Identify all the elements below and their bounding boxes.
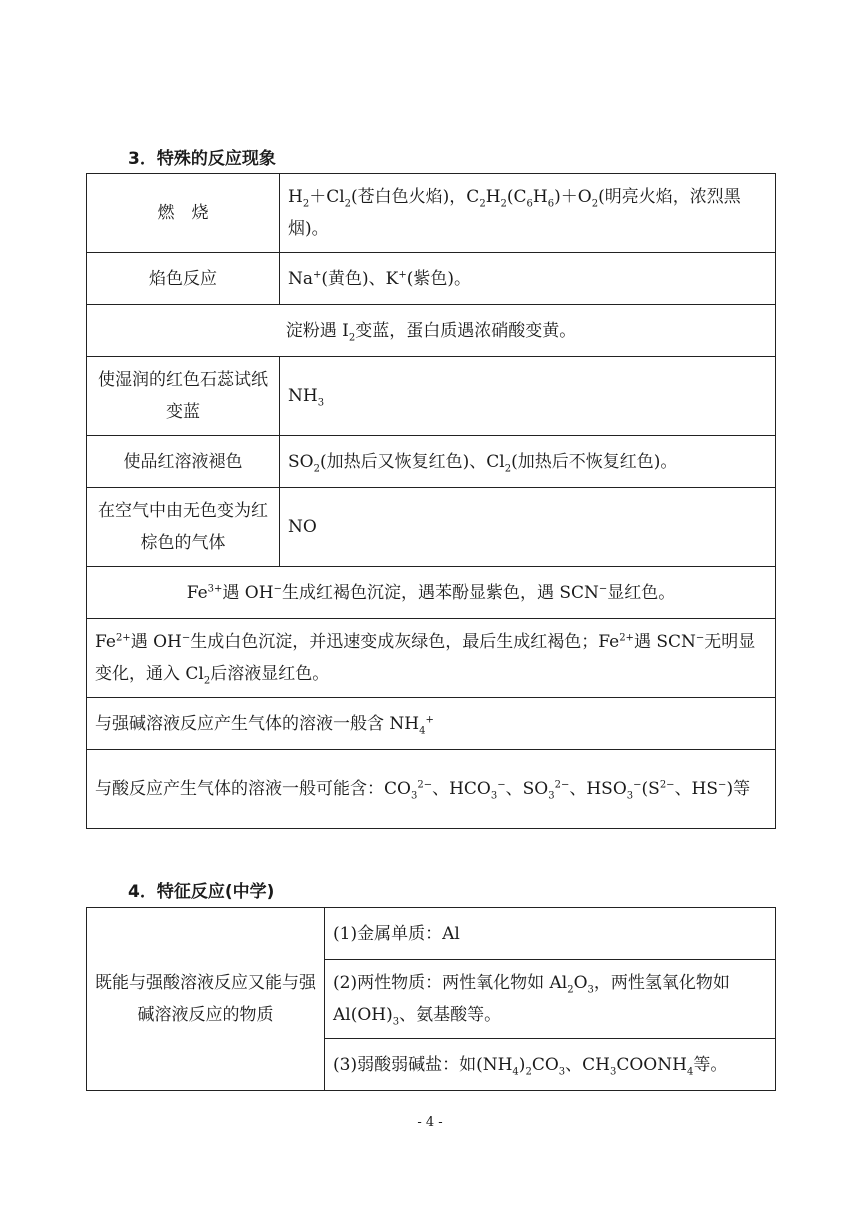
row-label-gas: 在空气中由无色变为红棕色的气体 [87, 488, 280, 567]
row-label-flame: 焰色反应 [87, 253, 280, 305]
table-row-litmus [87, 357, 776, 436]
table-row-fe3 [87, 567, 776, 619]
page-number: - 4 - [417, 1115, 443, 1130]
row-value-starch: 淀粉遇 $I_2$变蓝，蛋白质遇浓硝酸变黄。 [87, 305, 776, 357]
row-value-flame: Na+(黄色)、K+(紫色)。 [280, 253, 776, 305]
row-value-fuchsine: $SO_2$(加热后又恢复红色)、$Cl_2$(加热后不恢复红色)。 [280, 436, 776, 488]
special-reactions-table [86, 173, 776, 829]
row-label-litmus: 使湿润的红色石蕊试纸变蓝 [87, 357, 280, 436]
table-row-acid [87, 750, 776, 829]
row-value-fe2: $Fe^{2+}$遇 OH−生成白色沉淀，并迅速变成灰绿色，最后生成红褐色；$Fe^{2+}$遇 SCN−无明显变化，通入 $Cl_2$后溶液显红色。 [87, 619, 776, 698]
table-row-metal [87, 908, 776, 960]
row-value-base: 与强碱溶液反应产生气体的溶液一般含 $NH_4^+$ [87, 698, 776, 750]
item-amphoteric: (2)两性物质：两性氧化物如 $Al_2O_3$，两性氢氧化物如 $Al(OH)_3$、氨基酸等。 [325, 960, 776, 1039]
row-value-litmus: $NH_3$ [280, 357, 776, 436]
row-value-fe3: $Fe^{3+}$遇 OH−生成红褐色沉淀，遇苯酚显紫色，遇 SCN−显红色。 [87, 567, 776, 619]
table-row-gas [87, 488, 776, 567]
table-row-combustion [87, 174, 776, 253]
table-row-fe2 [87, 619, 776, 698]
amphoteric-label: 既能与强酸溶液反应又能与强碱溶液反应的物质 [87, 908, 325, 1091]
table-row-base [87, 698, 776, 750]
characteristic-reactions-table [86, 907, 776, 1091]
item-metal: (1)金属单质：Al [325, 908, 776, 960]
table-row-starch [87, 305, 776, 357]
table-row-fuchsine [87, 436, 776, 488]
table-row-flame [87, 253, 776, 305]
item-salt: (3)弱酸弱碱盐：如$(NH_4)_2CO_3$、$CH_3COONH_4$等。 [325, 1039, 776, 1091]
row-value-combustion: $H_2+Cl_2$(苍白色火焰)，$C_2H_2(C_6H_6)+O_2$(明亮火焰，浓烈黑烟)。 [280, 174, 776, 253]
row-label-fuchsine: 使品红溶液褪色 [87, 436, 280, 488]
section-4-title: 4．特征反应(中学) [128, 882, 275, 902]
row-value-acid: 与酸反应产生气体的溶液一般可能含：$CO_3^{2-}$、$HCO_3^-$、$SO_3^{2-}$、$HSO_3^-(S^{2-}$、HS−)等 [87, 750, 776, 829]
row-value-gas: NO [280, 488, 776, 567]
row-label-combustion: 燃 烧 [87, 174, 280, 253]
section-3-title: 3．特殊的反应现象 [128, 149, 276, 169]
